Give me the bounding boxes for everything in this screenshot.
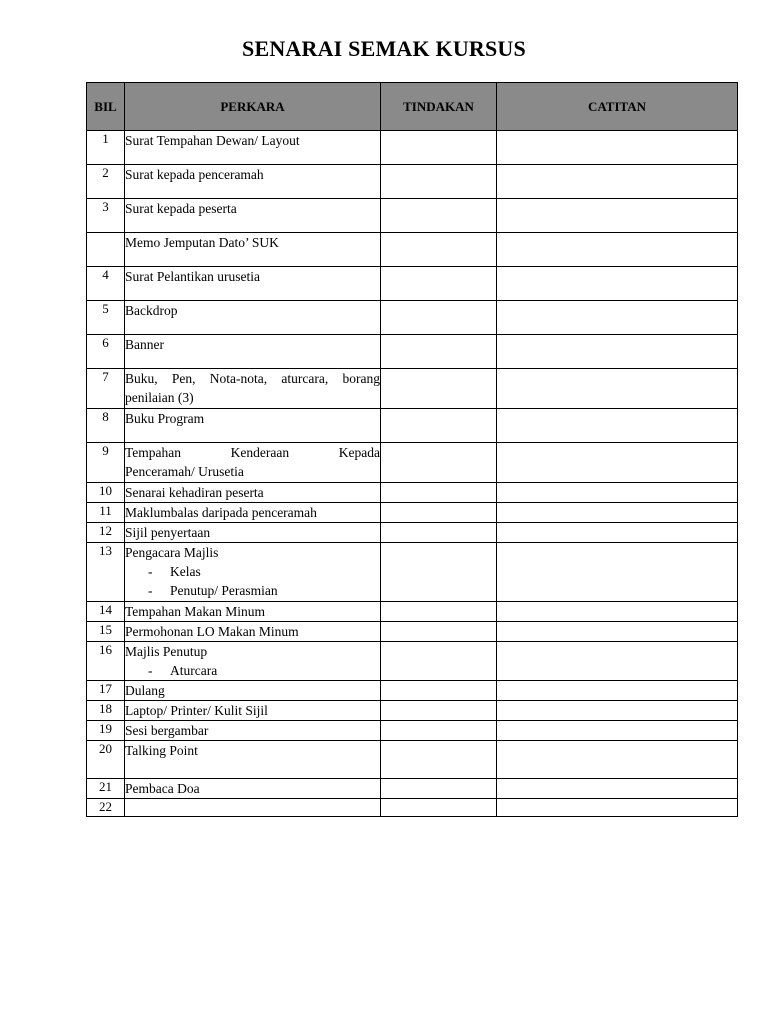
catitan-cell[interactable] [497,131,738,165]
catitan-cell[interactable] [497,369,738,409]
item-text: Backdrop [125,303,178,318]
row-number: 2 [87,165,125,199]
tindakan-cell[interactable] [381,741,497,779]
item-text: Majlis Penutup [125,644,208,659]
table-row [87,779,738,799]
table-row [87,741,738,779]
table-row [87,622,738,642]
header-row [87,83,738,131]
dash-bullet-icon: - [148,583,153,598]
item-text: Dulang [125,683,165,698]
table-row [87,165,738,199]
table-row [87,642,738,681]
table-row [87,267,738,301]
item-text: Tempahan Makan Minum [125,604,266,619]
row-number: 1 [87,131,125,165]
item-text: Pembaca Doa [125,781,200,796]
item-cell [125,369,381,409]
item-text: Surat kepada penceramah [125,167,264,182]
tindakan-cell[interactable] [381,443,497,483]
sub-item-text: Kelas [170,564,201,579]
item-cell [125,543,381,602]
tindakan-cell[interactable] [381,165,497,199]
row-number: 21 [87,779,125,799]
item-cell [125,301,381,335]
row-number: 5 [87,301,125,335]
catitan-cell[interactable] [497,267,738,301]
table-row [87,131,738,165]
table-row [87,503,738,523]
item-text: Talking Point [125,743,198,758]
row-number: 12 [87,523,125,543]
catitan-cell[interactable] [497,741,738,779]
row-number: 18 [87,701,125,721]
table-row [87,301,738,335]
tindakan-cell[interactable] [381,233,497,267]
item-cell [125,701,381,721]
tindakan-cell[interactable] [381,721,497,741]
catitan-cell[interactable] [497,301,738,335]
row-number [87,233,125,267]
item-cell [125,199,381,233]
tindakan-cell[interactable] [381,779,497,799]
tindakan-cell[interactable] [381,503,497,523]
item-text: Memo Jemputan Dato’ SUK [125,235,279,250]
item-text: Buku Program [125,411,205,426]
sub-item [125,562,380,581]
row-number: 20 [87,741,125,779]
table-row [87,701,738,721]
item-text: Surat kepada peserta [125,201,237,216]
item-text: Sesi bergambar [125,723,209,738]
item-text: Sijil penyertaan [125,525,211,540]
tindakan-cell[interactable] [381,267,497,301]
row-number: 11 [87,503,125,523]
row-number: 8 [87,409,125,443]
column-header-perkara: PERKARA [125,83,381,131]
item-cell [125,131,381,165]
catitan-cell[interactable] [497,199,738,233]
sub-item [125,581,380,600]
row-number: 22 [87,799,125,817]
catitan-cell[interactable] [497,543,738,602]
item-text: Laptop/ Printer/ Kulit Sijil [125,703,268,718]
item-cell [125,799,381,817]
item-cell [125,622,381,642]
catitan-cell[interactable] [497,503,738,523]
item-text: Maklumbalas daripada penceramah [125,505,317,520]
item-cell [125,233,381,267]
catitan-cell[interactable] [497,779,738,799]
sub-item-text: Penutup/ Perasmian [170,583,278,598]
catitan-cell[interactable] [497,233,738,267]
row-number: 3 [87,199,125,233]
row-number: 14 [87,602,125,622]
table-row [87,409,738,443]
catitan-cell[interactable] [497,165,738,199]
table-row [87,602,738,622]
column-header-catitan: CATITAN [497,83,738,131]
tindakan-cell[interactable] [381,701,497,721]
item-text: penilaian (3) [125,390,194,405]
catitan-cell[interactable] [497,483,738,503]
catitan-cell[interactable] [497,409,738,443]
tindakan-cell[interactable] [381,301,497,335]
tindakan-cell[interactable] [381,409,497,443]
table-row [87,483,738,503]
tindakan-cell[interactable] [381,335,497,369]
catitan-cell[interactable] [497,721,738,741]
tindakan-cell[interactable] [381,523,497,543]
item-cell [125,483,381,503]
tindakan-cell[interactable] [381,543,497,602]
item-text: Senarai kehadiran peserta [125,485,264,500]
item-cell [125,267,381,301]
catitan-cell[interactable] [497,523,738,543]
row-number: 7 [87,369,125,409]
table-row [87,233,738,267]
row-number: 13 [87,543,125,602]
catitan-cell[interactable] [497,622,738,642]
sub-item [125,661,380,680]
tindakan-cell[interactable] [381,199,497,233]
row-number: 9 [87,443,125,483]
item-cell [125,443,381,483]
item-cell [125,165,381,199]
sub-item-text: Aturcara [170,663,218,678]
item-text: Surat Tempahan Dewan/ Layout [125,133,300,148]
column-header-tindakan: TINDAKAN [381,83,497,131]
dash-bullet-icon: - [148,663,153,678]
row-number: 16 [87,642,125,681]
catitan-cell[interactable] [497,701,738,721]
item-text: Pengacara Majlis [125,545,219,560]
column-header-bil: BIL [87,83,125,131]
item-text: Surat Pelantikan urusetia [125,269,260,284]
checklist-body [87,131,738,817]
table-row [87,443,738,483]
table-row [87,523,738,543]
tindakan-cell[interactable] [381,483,497,503]
table-row [87,199,738,233]
table-row [87,543,738,602]
item-cell [125,523,381,543]
item-text: Penceramah/ Urusetia [125,464,244,479]
table-row [87,335,738,369]
item-cell [125,503,381,523]
catitan-cell[interactable] [497,335,738,369]
catitan-cell[interactable] [497,681,738,701]
item-cell [125,335,381,369]
row-number: 17 [87,681,125,701]
row-number: 15 [87,622,125,642]
tindakan-cell[interactable] [381,622,497,642]
catitan-cell[interactable] [497,602,738,622]
item-text: Permohonan LO Makan Minum [125,624,299,639]
dash-bullet-icon: - [148,564,153,579]
catitan-cell[interactable] [497,799,738,817]
item-cell [125,721,381,741]
item-cell [125,642,381,681]
item-cell [125,779,381,799]
catitan-cell[interactable] [497,443,738,483]
item-text: Tempahan Kenderaan Kepada [125,445,380,460]
catitan-cell[interactable] [497,642,738,681]
table-row [87,721,738,741]
tindakan-cell[interactable] [381,369,497,409]
row-number: 6 [87,335,125,369]
tindakan-cell[interactable] [381,131,497,165]
row-number: 4 [87,267,125,301]
item-text: Banner [125,337,164,352]
checklist-table [86,82,738,817]
tindakan-cell[interactable] [381,799,497,817]
document-title: SENARAI SEMAK KURSUS [242,36,526,61]
table-row [87,369,738,409]
tindakan-cell[interactable] [381,681,497,701]
item-cell [125,602,381,622]
item-cell [125,681,381,701]
tindakan-cell[interactable] [381,602,497,622]
item-cell [125,409,381,443]
table-row [87,799,738,817]
table-row [87,681,738,701]
tindakan-cell[interactable] [381,642,497,681]
item-cell [125,741,381,779]
row-number: 10 [87,483,125,503]
item-text: Buku, Pen, Nota-nota, aturcara, borang [125,371,380,386]
row-number: 19 [87,721,125,741]
